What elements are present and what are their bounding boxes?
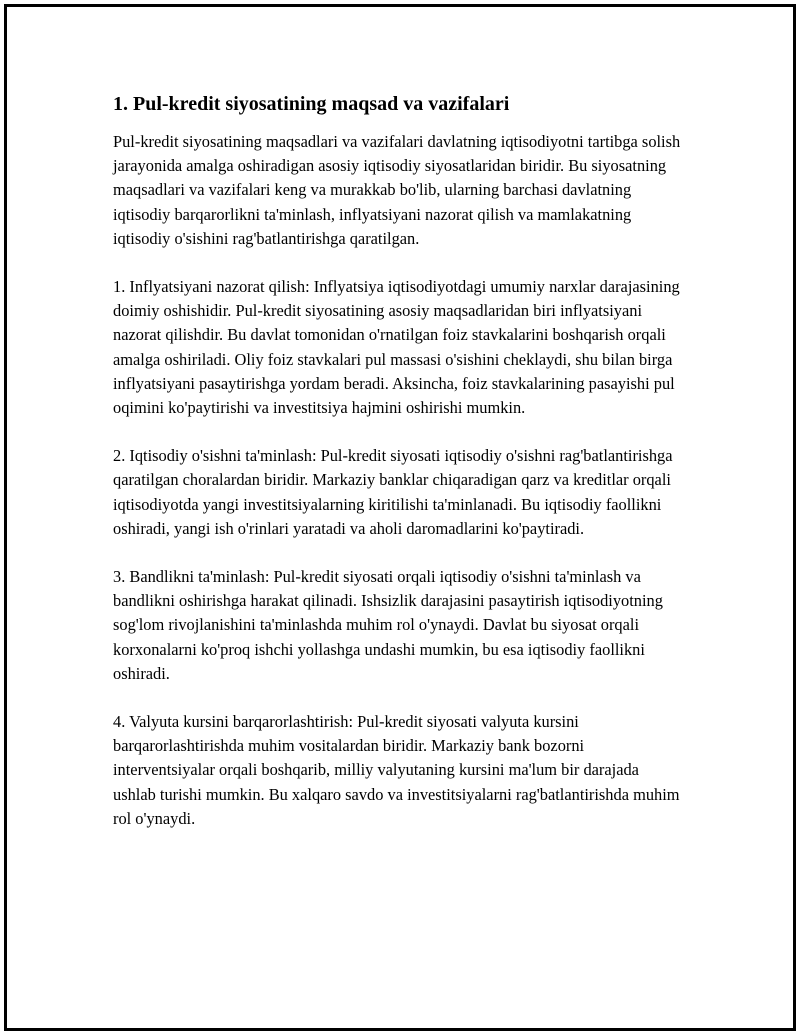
section-heading: 1. Pul-kredit siyosatining maqsad va vazifalari [113, 93, 510, 115]
document-body [113, 91, 683, 855]
intro-paragraph: Pul-kredit siyosatining maqsadlari va vazifalari davlatning iqtisodiyotni tartibga solish jarayonida amalga oshiradigan asosiy iqtisodiy siyosatlaridan biridir. Bu siyosatning maqsadlari va vazifalari keng va murakkab bo'lib, ularning barchasi davlatning iqtisodiy barqarorlikni ta'minlash, inflyatsiyani nazorat qilish va mamlakatning iqtisodiy o'sishini rag'batlantirishga qaratilgan. [113, 132, 681, 248]
paragraph-economic-growth: 2. Iqtisodiy o'sishni ta'minlash: Pul-kredit siyosati iqtisodiy o'sishni rag'batlantirishga qaratilgan choralardan biridir. Markaziy banklar chiqaradigan qarz va kreditlar orqali iqtisodiyotda yangi investitsiyalarning kiritilishi ta'minlanadi. Bu iqtisodiy faollikni oshiradi, yangi ish o'rinlari yaratadi va aholi daromadlarini ko'paytiradi. [113, 446, 673, 538]
paragraph-inflation-control: 1. Inflyatsiyani nazorat qilish: Inflyatsiya iqtisodiyotdagi umumiy narxlar darajasining doimiy oshishidir. Pul-kredit siyosatining asosiy maqsadlaridan biri inflyatsiyani nazorat qilishdir. Bu davlat tomonidan o'rnatilgan foiz stavkalarini boshqarish orqali amalga oshiriladi. Oliy foiz stavkalari pul massasi o'sishini cheklaydi, shu bilan birga inflyatsiyani pasaytirishga yordam beradi. Aksincha, foiz stavkalarining pasayishi pul oqimini ko'paytirishi va investitsiya hajmini oshirishi mumkin. [113, 277, 680, 418]
paragraph-exchange-rate: 4. Valyuta kursini barqarorlashtirish: Pul-kredit siyosati valyuta kursini barqarorlashtirishda muhim vositalardan biridir. Markaziy bank bozorni interventsiyalar orqali boshqarib, milliy valyutaning kursini ma'lum bir darajada ushlab turishi mumkin. Bu xalqaro savdo va investitsiyalarni rag'batlantirishda muhim rol o'ynaydi. [113, 712, 680, 828]
paragraph-employment: 3. Bandlikni ta'minlash: Pul-kredit siyosati orqali iqtisodiy o'sishni ta'minlash va bandlikni oshirishga harakat qilinadi. Ishsizlik darajasini pasaytirish iqtisodiyotning sog'lom rivojlanishini ta'minlashda muhim rol o'ynaydi. Davlat bu siyosat orqali korxonalarni ko'proq ishchi yollashga undashi mumkin, bu esa iqtisodiy faollikni oshiradi. [113, 567, 663, 683]
